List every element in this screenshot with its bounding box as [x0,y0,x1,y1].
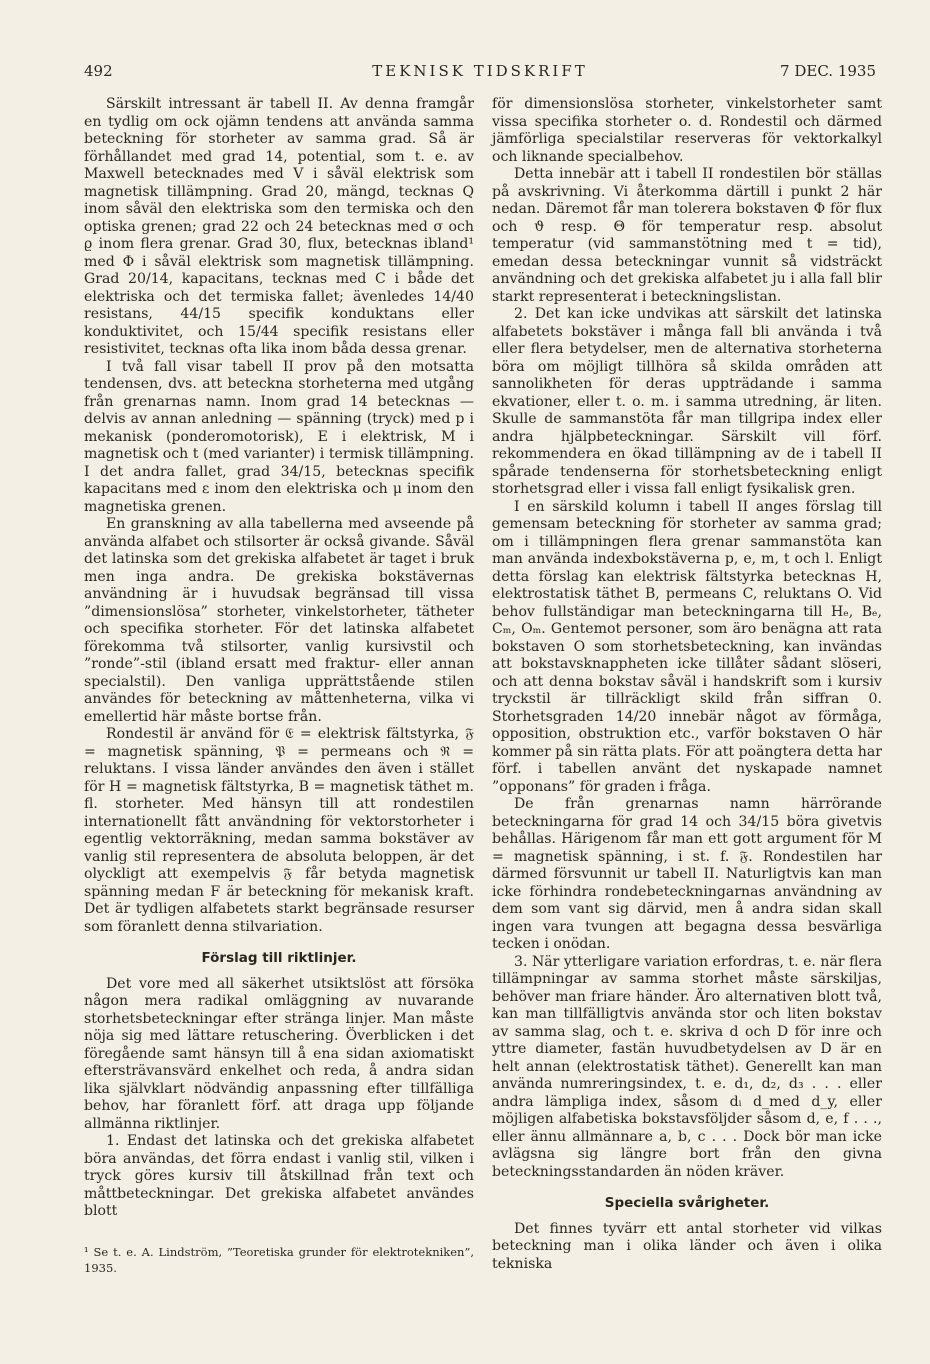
section-heading: Speciella svårigheter. [604,1195,770,1211]
paragraph: Rondestil är använd för 𝔈 = elektrisk fältstyrka, 𝔉 = magnetisk spänning, 𝔓 = permeans och ℜ = reluktans. I vissa länder användes den även i stället för H = magnetisk fältstyrka, B = magnetisk täthet m. fl. storheter. Med hänsyn till att rondestilen internationellt fått användning för vektorstorheter i egentlig vektorräkning, medan samma bokstäver av vanlig stil representera de absoluta beloppen, är det olyckligt att exempelvis 𝔉 får betyda magnetisk spänning medan F är beteckning för mekanisk kraft. Det är tydligen alfabetets starkt begränsade resurser som föranlett denna stilvariation. [84,726,474,935]
paragraph: Detta innebär att i tabell II rondestilen bör ställas på avskrivning. Vi återkomma därtill i punkt 2 här nedan. Däremot får man tolerera bokstaven Φ för flux och ϑ resp. Θ för temperatur resp. absolut temperatur (vid sammanstötning med t = tid), emedan dessa beteckningar vunnit så vidsträckt användning och det grekiska alfabetet ju i alla fall blir starkt representerat i beteckningslistan. [492,166,882,305]
paragraph: I en särskild kolumn i tabell II anges förslag till gemensam beteckning för storheter av samma grad; om i tillämpningen flera grenar sammanstöta kan man använda indexbokstäverna p, e, m, t och l. Enligt detta förslag kan elektrisk fältstyrka betecknas H, elektrostatisk täthet B, permeans C, reluktans O. Vid behov fullständigar man beteckningarna till Hₑ, Bₑ, Cₘ, Oₘ. Gentemot personer, som äro benägna att rata bokstaven O som storhetsbeteckning, kan invändas att bokstavsknappheten icke tillåter sådant slöseri, och att denna bokstav såväl i handskrift som i kursiv tryckstil är tillräckligt skild från siffran 0. Storhetsgraden 14/20 innebär något av förmåga, opposition, obstruktion etc., varför bokstaven O här kommer på sin rätta plats. För att poängtera detta har förf. i tabellen använt det nyskapade namnet ”opponans” för graden i fråga. [492,498,882,795]
paragraph: Särskilt intressant är tabell II. Av denna framgår en tydlig om ock ojämn tendens att använda samma beteckning för storheter av samma grad. Så är förhållandet med grad 14, potential, som t. e. av Maxwell betecknades med V i såväl elektrisk som magnetisk tillämpning. Grad 20, mängd, tecknas Q inom såväl den elektriska som den termiska och den optiska grenen; grad 22 och 24 betecknas med σ och ϱ inom flera grenar. Grad 30, flux, betecknas ibland¹ med Φ i såväl elektrisk som magnetisk tillämpning. Grad 20/14, kapacitans, tecknas med C i både det elektriska och det termiska fallet; ävenledes 14/40 resistans, 44/15 specifik konduktans eller konduktivitet, och 15/44 specifik resistans eller resistivitet, tecknas ofta lika inom båda dessa grenar. [84,96,474,357]
paragraph: I två fall visar tabell II prov på den motsatta tendensen, dvs. att beteckna storheterna med utgång från grenarnas namn. Inom grad 14 betecknas — delvis av annan anledning — spänning (tryck) med p i mekanisk (ponderomotorisk), E i elektrisk, M i magnetisk och t (med varianter) i termisk tillämpning. I det andra fallet, grad 34/15, betecknas specifik kapacitans med ε inom den elektriska och μ inom den magnetiska grenen. [84,358,474,515]
paragraph: En granskning av alla tabellerna med avseende på använda alfabet och stilsorter är också givande. Såväl det latinska som det grekiska alfabetet är taget i bruk men inga andra. De grekiska bokstävernas användning är i huvudsak begränsad till vissa ”dimensionslösa” storheter, vinkelstorheter, tätheter och specifika storheter. För det latinska alfabetet förekomma två stilsorter, vanlig kursivstil och ”ronde”-stil (ibland ersatt med fraktur- eller annan specialstil). Den vanliga upprättstående stilen användes för beteckning av måttenheterna, vilka vi emellertid här måste bortse från. [84,516,474,725]
paragraph: 1. Endast det latinska och det grekiska alfabetet böra användas, det förra endast i vanlig stil, vilken i tryck göres kursiv till åtskillnad från text och måttbeteckningar. Det grekiska alfabetet användes blott [84,1133,474,1219]
footnote: ¹ Se t. e. A. Lindström, ”Teoretiska grunder för elektrotekniken”, 1935. [84,1245,474,1275]
issue-date: 7 DEC. 1935 [780,62,876,80]
section-heading: Förslag till riktlinjer. [201,950,357,966]
paragraph: Det vore med all säkerhet utsiktslöst att försöka någon mera radikal omläggning av nuvarande storhetsbeteckningar efter stränga linjer. Man måste nöja sig med lättare retuschering. Överblicken i det föregående samt hänsyn till å ena sidan axiomatiskt eftersträvansvärd enkelhet och reda, å andra sidan lika självklart nödvändig anpassning efter tillfälliga behov, har föranlett förf. att draga upp följande allmänna riktlinjer. [84,975,474,1132]
paragraph: 2. Det kan icke undvikas att särskilt det latinska alfabetets bokstäver i många fall bli använda i två eller flera betydelser, men de alternativa storheterna böra om möjligt tillhöra så skilda områden att sannolikheten för deras uppträdande i samma ekvationer, eller t. o. m. i samma utredning, är liten. Skulle de sammanstöta får man tillgripa index eller andra hjälpbeteckningar. Särskilt vill förf. rekommendera en ökad tillämpning av de i tabell II spårade tendenserna för storhetsbeteckning enligt storhetsgrad eller i vissa fall enligt fysikalisk gren. [492,306,882,497]
paragraph: för dimensionslösa storheter, vinkelstorheter samt vissa specifika storheter o. d. Rondestil och därmed jämförliga specialstilar reserveras för vektorkalkyl och liknande specialbehov. [492,96,882,165]
right-column [492,96,882,1273]
journal-title: TEKNISK TIDSKRIFT [372,62,588,80]
page-header [84,60,876,84]
paragraph: De från grenarnas namn härrörande beteckningarna för grad 14 och 34/15 böra givetvis behållas. Härigenom får man ett gott argument för M = magnetisk spänning, i st. f. 𝔉. Rondestilen har därmed försvunnit ur tabell II. Naturligtvis kan man icke förhindra rondebeteckningarnas användning av dem som vant sig därvid, men å andra sidan skall ingen vara tvungen att begagna dessa besvärliga tecken i onödan. [492,796,882,952]
paragraph: Det finnes tyvärr ett antal storheter vid vilkas beteckning man i olika länder och även i olika tekniska [492,1220,882,1272]
left-column [84,96,474,1221]
paragraph: 3. När ytterligare variation erfordras, t. e. när flera tillämpningar av samma storhet måste särskiljas, behöver man friare händer. Äro alternativen blott två, kan man tillfälligtvis använda stor och liten bokstav av samma slag, och t. e. skriva d och D för inre och yttre diameter, fastän huvudbetydelsen av D är en helt annan (elektrostatisk täthet). Generellt kan man använda numreringsindex, t. e. d₁, d₂, d₃ . . . eller andra lämpliga index, såsom dᵢ d_med d_y, eller möjligen alfabetiska bokstavsföljder såsom d, e, f . . ., eller ännu allmännare a, b, c . . . Dock bör man icke avlägsna sig längre bort från den givna beteckningsstandarden än nöden kräver. [492,953,882,1180]
page-number: 492 [84,62,113,80]
